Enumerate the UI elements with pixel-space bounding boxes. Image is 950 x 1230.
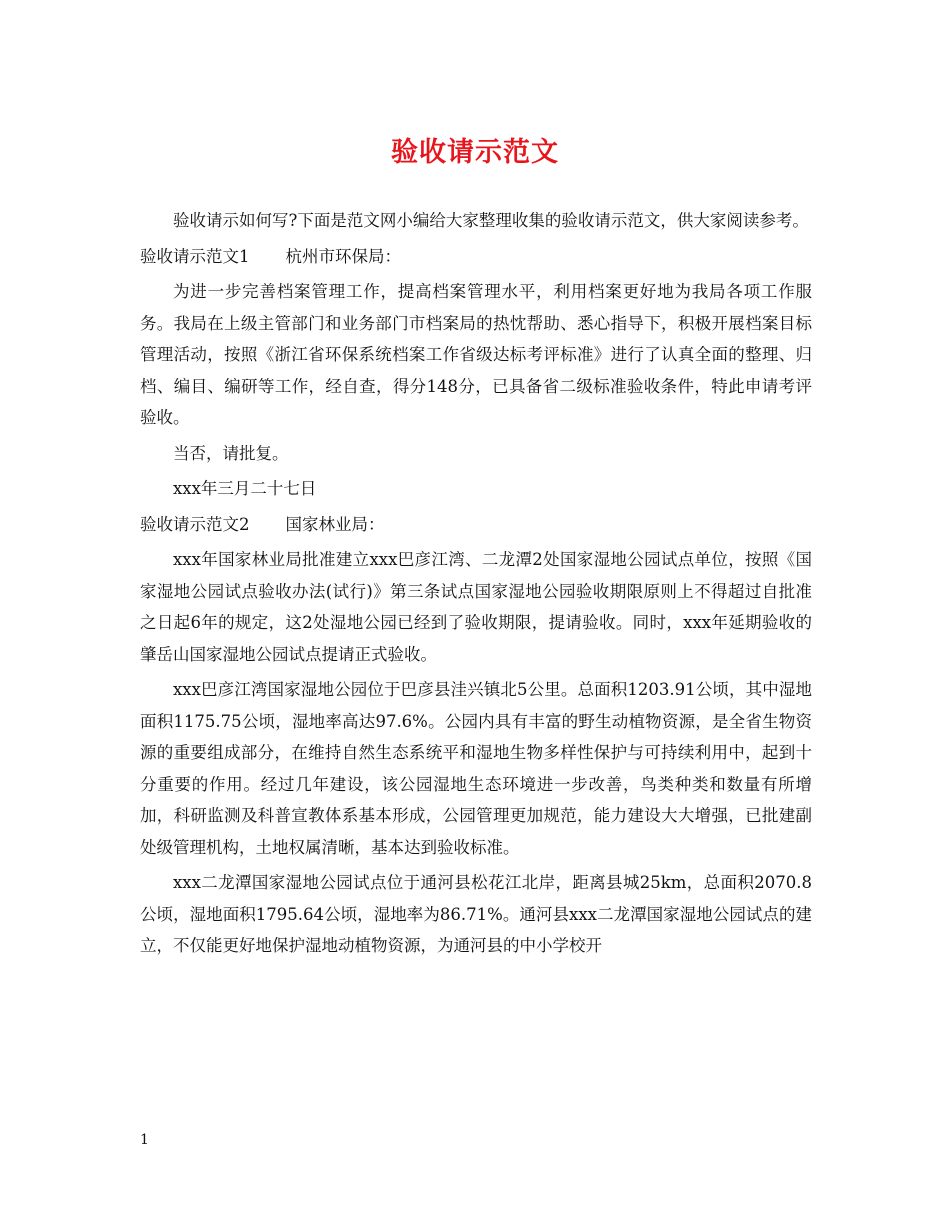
sample1-heading [140,241,812,273]
sample1-closing: 当否，请批复。 [173,443,289,463]
sample1-paragraph: 为进一步完善档案管理工作，提高档案管理水平，利用档案更好地为我局各项工作服务。我局在上级主管部门和业务部门市档案局的热忱帮助、悉心指导下，积极开展档案目标管理活动，按照《浙江省环保系统档案工作省级达标考评标准》进行了认真全面的整理、归档、编目、编研等工作，经自查，得分148分，已具备省二级标准验收条件，特此申请考评验收。 [140,282,812,427]
sample2-addressee: 国家林业局： [285,514,385,534]
sample2-paragraph: xxx巴彦江湾国家湿地公园位于巴彦县洼兴镇北5公里。总面积1203.91公顷，其中湿地面积1175.75公顷，湿地率高达97.6%。公园内具有丰富的野生动植物资源，是全省生物资源的重要组成部分，在维持自然生态系统平和湿地生物多样性保护与可持续利用中，起到十分重要的作用。经过几年建设，该公园湿地生态环境进一步改善，鸟类种类和数量有所增加，科研监测及科普宣教体系基本形成，公园管理更加规范，能力建设大大增强，已批建副处级管理机构，土地权属清晰，基本达到验收标准。 [140,680,812,857]
sample1-date: xxx年三月二十七日 [173,479,317,498]
sample2-paragraph: xxx年国家林业局批准建立xxx巴彦江湾、二龙潭2处国家湿地公园试点单位，按照《国家湿地公园试点验收办法(试行)》第三条试点国家湿地公园验收期限原则上不得超过自批准之日起6年的规定，这2处湿地公园已经到了验收期限，提请验收。同时，xxx年延期验收的肇岳山国家湿地公园试点提请正式验收。 [140,550,812,664]
document-title: 验收请示范文 [391,137,559,168]
sample2-paragraph: xxx二龙潭国家湿地公园试点位于通河县松花江北岸，距离县城25km，总面积2070.8 公顷，湿地面积1795.64公顷，湿地率为86.71%。通河县xxx二龙潭国家湿地公园试点的建立，不仅能更好地保护湿地动植物资源，为通河县的中小学校开 [140,873,812,955]
sample2-heading [140,509,812,541]
sample1-label: 验收请示范文1 [140,246,250,266]
sample1-addressee: 杭州市环保局： [285,246,401,266]
page-number: 1 [140,1132,149,1148]
intro-paragraph: 验收请示如何写?下面是范文网小编给大家整理收集的验收请示范文，供大家阅读参考。 [173,211,809,230]
document-body [140,205,812,966]
sample2-label: 验收请示范文2 [140,514,250,534]
